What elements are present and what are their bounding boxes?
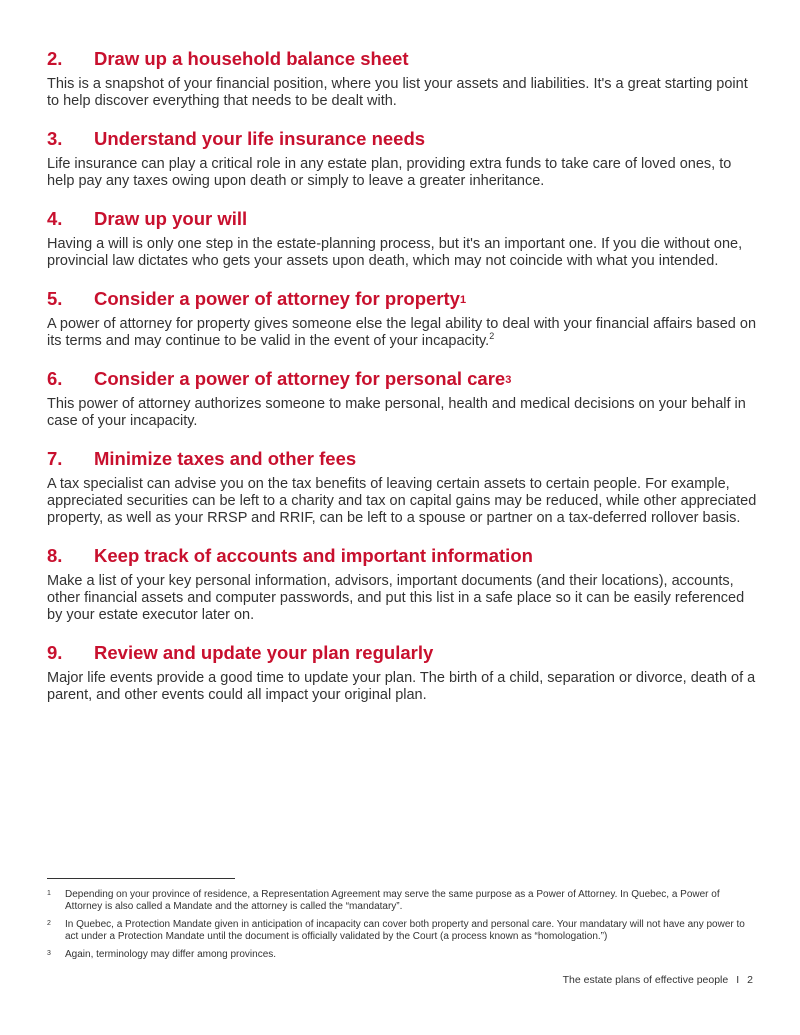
section-paragraph: A power of attorney for property gives someone else the legal ability to deal with your financial affairs based on its terms and may continue to be valid in the event of your incapacity. [47, 316, 757, 349]
page-footer [563, 974, 753, 986]
section-number: 2. [47, 48, 63, 69]
section-heading: 5. Consider a power of attorney for property $^1$ [47, 286, 757, 312]
footnote-divider [47, 878, 235, 879]
section-title: Draw up a household balance sheet [94, 48, 409, 69]
section-6 [47, 366, 757, 430]
section-paragraph: This is a snapshot of your financial position, where you list your assets and liabilities. It's a great starting point to help discover everything that needs to be dealt with. [47, 76, 748, 109]
section-9 [47, 640, 757, 704]
footer-separator: I [736, 974, 740, 986]
section-title: Understand your life insurance needs [94, 128, 426, 149]
section-text [47, 476, 757, 527]
section-text [47, 396, 757, 430]
document-body [47, 46, 757, 720]
section-3 [47, 126, 757, 190]
section-paragraph: This power of attorney authorizes someone to make personal, health and medical decisions on your behalf in case of your incapacity. [47, 396, 746, 429]
footer-title: The estate plans of effective people [562, 974, 729, 986]
section-number: 3. [47, 128, 63, 149]
section-number: 4. [47, 208, 63, 229]
section-text [47, 670, 757, 704]
footnote-number: 3 [47, 950, 51, 957]
section-heading [47, 543, 757, 569]
section-heading [47, 446, 757, 472]
section-title: Consider a power of attorney for property [94, 288, 460, 309]
footnotes [47, 889, 757, 967]
footnote-ref: 2 [489, 331, 495, 342]
section-number: 9. [47, 642, 63, 663]
section-paragraph: A tax specialist can advise you on the tax benefits of leaving certain assets to certain people. For example, appreciated securities can be left to a charity and tax on capital gains may be reduced, while other appreciated property, as well as your RRSP and RRIF, can be left to a spouse or partner on a tax-deferred rollover basis. [47, 476, 757, 526]
section-number: 8. [47, 545, 63, 566]
section-2 [47, 46, 757, 110]
footnote-number: 1 [47, 890, 51, 897]
footnote [47, 949, 757, 961]
section-title: Keep track of accounts and important information [94, 545, 533, 566]
section-number: 7. [47, 448, 63, 469]
footnote [47, 919, 757, 943]
section-text [47, 76, 757, 110]
section-heading [47, 46, 757, 72]
footnote-number: 2 [47, 920, 51, 927]
section-heading [47, 126, 757, 152]
section-heading [47, 640, 757, 666]
page-number: 2 [747, 974, 753, 986]
section-title: Draw up your will [94, 208, 248, 229]
section-title: Minimize taxes and other fees [94, 448, 357, 469]
footnote [47, 889, 757, 913]
footnote-text: In Quebec, a Protection Mandate given in anticipation of incapacity can cover both property and personal care. Your mandatary will not have any power to act under a Protection Mandate until the document is officially validated by the Court (a process known as “homologation.”) [65, 919, 745, 942]
section-title: Consider a power of attorney for personal care [94, 368, 506, 389]
section-paragraph: Make a list of your key personal information, advisors, important documents (and their locations), accounts, other financial assets and computer passwords, and put this list in a safe place so it can be easily referenced by your estate executor later on. [47, 573, 745, 623]
section-paragraph: Having a will is only one step in the estate-planning process, but it's an important one. If you die without one, provincial law dictates who gets your assets upon death, which may not coincide with what you intended. [47, 236, 743, 269]
section-number: 6. [47, 368, 63, 389]
section-text [47, 236, 757, 270]
section-7 [47, 446, 757, 527]
section-5 [47, 286, 757, 350]
section-text [47, 156, 757, 190]
section-text [47, 573, 757, 624]
footnote-text: Depending on your province of residence, a Representation Agreement may serve the same purpose as a Power of Attorney. In Quebec, a Power of Attorney is also called a Mandate and the attorney is called the “mandatary”. [65, 889, 720, 912]
footnote-text: Again, terminology may differ among provinces. [65, 949, 277, 960]
section-number: 5. [47, 288, 63, 309]
section-paragraph: Life insurance can play a critical role in any estate plan, providing extra funds to take care of loved ones, to help pay any taxes owing upon death or simply to leave a greater inheritance. [47, 156, 732, 189]
section-title: Review and update your plan regularly [94, 642, 434, 663]
section-paragraph: Major life events provide a good time to update your plan. The birth of a child, separation or divorce, death of a parent, and other events could all impact your original plan. [47, 670, 756, 703]
section-4 [47, 206, 757, 270]
section-heading [47, 206, 757, 232]
section-heading: 6. Consider a power of attorney for personal care $^3$ [47, 366, 757, 392]
section-text [47, 316, 757, 350]
section-8 [47, 543, 757, 624]
